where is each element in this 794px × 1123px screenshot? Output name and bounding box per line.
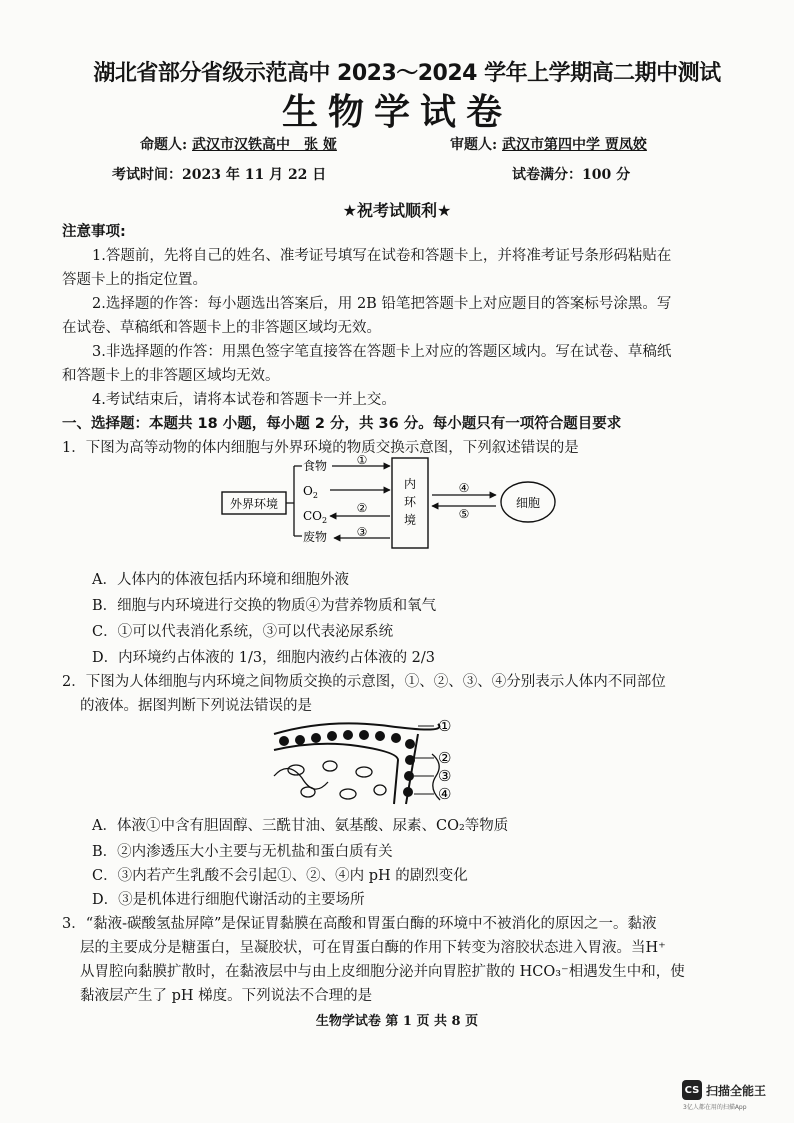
co2-label: $CO_2$ [303, 509, 328, 525]
blessing: ★祝考试顺利★ [342, 201, 452, 220]
arrow-5-label: ⑤ [458, 507, 470, 521]
q2-option-c: C．③内若产生乳酸不会引起①、②、④内 pH 的剧烈变化 [92, 868, 468, 884]
q2-option-a: A．体液①中含有胆固醇、三酰甘油、氨基酸、尿素、CO₂等物质 [92, 818, 509, 834]
q1-option-c: C．①可以代表消化系统，③可以代表泌尿系统 [92, 624, 394, 640]
exam-time: 考试时间：2023 年 11 月 22 日 [112, 167, 327, 183]
arrow-3-label: ③ [356, 525, 368, 539]
fluid-1-label: ① [438, 717, 452, 735]
question-1-stem: 1．下图为高等动物的体内细胞与外界环境的物质交换示意图，下列叙述错误的是 [62, 440, 579, 456]
author-line [140, 134, 337, 154]
arrow-2-label: ② [356, 501, 368, 515]
notice-line: 答题卡上的指定位置。 [62, 272, 207, 288]
fluid-2-label: ② [438, 749, 452, 767]
scanner-badge [682, 1080, 766, 1100]
section-heading: 一、选择题：本题共 18 小题，每小题 2 分，共 36 分。每小题只有一项符合题目要求 [62, 416, 622, 432]
reviewer-value: 武汉市第四中学 贾凤姣 [502, 137, 647, 153]
reviewer-line [450, 134, 647, 154]
notice-heading: 注意事项: [62, 224, 126, 240]
notice-line: 在试卷、草稿纸和答题卡上的非答题区域均无效。 [62, 320, 381, 336]
q1-option-a: A．人体内的体液包括内环境和细胞外液 [92, 572, 349, 588]
arrow-1-label: ① [356, 453, 368, 467]
notice-line: 和答题卡上的非答题区域均无效。 [62, 368, 280, 384]
q1-option-b: B．细胞与内环境进行交换的物质④为营养物质和氧气 [92, 598, 437, 614]
question-3-line: 从胃腔向黏膜扩散时，在黏液层中与由上皮细胞分泌并向胃腔扩散的 HCO₃⁻相遇发生中和，使 [80, 964, 685, 980]
q2-tissue-diagram [268, 716, 468, 808]
notice-line: 1.答题前，先将自己的姓名、准考证号填写在试卷和答题卡上，并将准考证号条形码粘贴在 [92, 248, 672, 264]
o2-label: $O_2$ [303, 484, 318, 500]
fluid-3-label: ③ [438, 767, 452, 785]
q2-option-d: D．③是机体进行细胞代谢活动的主要场所 [92, 892, 365, 908]
scanner-logo-icon: CS [682, 1080, 702, 1100]
full-score: 试卷满分：100 分 [512, 167, 631, 183]
inner-env-char-1: 内 [403, 477, 417, 491]
question-3-line: 黏液层产生了 pH 梯度。下列说法不合理的是 [80, 988, 373, 1004]
arrow-4-label: ④ [458, 481, 470, 495]
question-2-stem: 2．下图为人体细胞与内环境之间物质交换的示意图，①、②、③、④分别表示人体内不同部位 [62, 674, 666, 690]
reviewer-label: 审题人: [450, 137, 498, 153]
question-3-line: 层的主要成分是糖蛋白，呈凝胶状，可在胃蛋白酶的作用下转变为溶胶状态进入胃液。当H⁺ [80, 940, 666, 956]
author-value: 武汉市汉铁高中 张 娅 [192, 137, 337, 153]
q1-option-d: D．内环境约占体液的 1/3，细胞内液约占体液的 2/3 [92, 650, 436, 666]
fluid-4-label: ④ [438, 785, 452, 803]
author-label: 命题人: [140, 137, 188, 153]
question-3-line: 3．“黏液-碳酸氢盐屏障”是保证胃黏膜在高酸和胃蛋白酶的环境中不被消化的原因之一。黏液 [62, 916, 657, 932]
notice-line: 4.考试结束后，请将本试卷和答题卡一并上交。 [92, 392, 396, 408]
inner-env-char-3: 境 [403, 513, 417, 527]
q1-exchange-diagram [210, 450, 590, 560]
subject-title: 生物学试卷 [281, 92, 512, 133]
scanner-name: 扫描全能王 [706, 1083, 767, 1098]
page-footer: 生物学试卷 第 1 页 共 8 页 [315, 1014, 479, 1029]
outside-env-label: 外界环境 [229, 497, 279, 511]
scanner-tagline: 3亿人都在用的扫描App [683, 1104, 747, 1111]
cell-label: 细胞 [515, 496, 541, 510]
question-2-stem-cont: 的液体。据图判断下列说法错误的是 [80, 698, 312, 714]
exam-title: 湖北省部分省级示范高中 2023～2024 学年上学期高二期中测试 [93, 61, 721, 86]
notice-line: 2.选择题的作答：每小题选出答案后，用 2B 铅笔把答题卡上对应题目的答案标号涂黑。写 [92, 296, 672, 312]
q2-option-b: B．②内渗透压大小主要与无机盐和蛋白质有关 [92, 844, 393, 860]
inner-env-char-2: 环 [403, 495, 417, 509]
notice-line: 3.非选择题的作答：用黑色签字笔直接答在答题卡上对应的答题区域内。写在试卷、草稿纸 [92, 344, 672, 360]
food-label: 食物 [303, 459, 328, 473]
waste-label: 废物 [303, 530, 328, 544]
